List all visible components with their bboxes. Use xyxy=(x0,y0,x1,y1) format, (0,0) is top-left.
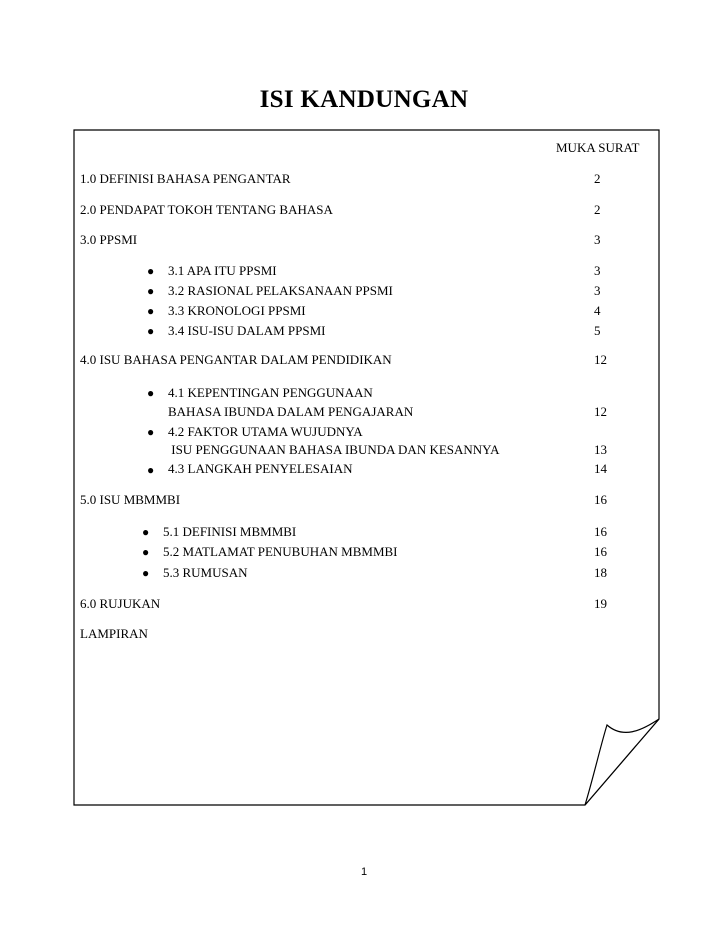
bullet-icon: ● xyxy=(147,284,155,298)
toc-entry-3-0: 3.0 PPSMI xyxy=(80,232,138,247)
toc-page-3-2: 3 xyxy=(594,283,601,298)
toc-page-3-0: 3 xyxy=(594,232,601,247)
muka-surat-header: MUKA SURAT xyxy=(556,140,640,155)
bullet-icon: ● xyxy=(147,463,155,477)
toc-entry-4-2: 4.2 FAKTOR UTAMA WUJUDNYA xyxy=(168,424,363,439)
toc-entry-5-0: 5.0 ISU MBMMBI xyxy=(80,492,181,507)
toc-frame xyxy=(73,129,660,806)
document-title: ISI KANDUNGAN xyxy=(259,86,469,113)
toc-page-2-0: 2 xyxy=(594,202,601,217)
toc-entry-3-1: 3.1 APA ITU PPSMI xyxy=(168,263,277,278)
toc-entry-4-1: 4.1 KEPENTINGAN PENGGUNAAN xyxy=(168,385,373,400)
toc-entry-4-2-cont: ISU PENGGUNAAN BAHASA IBUNDA DAN KESANNYA xyxy=(168,442,500,457)
toc-entry-1-0: 1.0 DEFINISI BAHASA PENGANTAR xyxy=(80,171,291,186)
bullet-icon: ● xyxy=(147,304,155,318)
toc-entry-5-2: 5.2 MATLAMAT PENUBUHAN MBMMBI xyxy=(163,544,398,559)
toc-entry-5-1: 5.1 DEFINISI MBMMBI xyxy=(163,524,297,539)
bullet-icon: ● xyxy=(147,264,155,278)
toc-page-1-0: 2 xyxy=(594,171,601,186)
toc-page-5-0: 16 xyxy=(594,492,607,507)
toc-entry-6-0: 6.0 RUJUKAN xyxy=(80,596,161,611)
toc-page-4-1: 12 xyxy=(594,404,607,419)
toc-entry-4-1-cont: BAHASA IBUNDA DALAM PENGAJARAN xyxy=(168,404,414,419)
toc-page-5-2: 16 xyxy=(594,544,607,559)
page-number: 1 xyxy=(360,866,368,878)
bullet-icon: ● xyxy=(147,386,155,400)
toc-page-3-4: 5 xyxy=(594,323,601,338)
toc-entry-2-0: 2.0 PENDAPAT TOKOH TENTANG BAHASA xyxy=(80,202,333,217)
toc-entry-5-3: 5.3 RUMUSAN xyxy=(163,565,248,580)
bullet-icon: ● xyxy=(147,425,155,439)
toc-entry-3-4: 3.4 ISU-ISU DALAM PPSMI xyxy=(168,323,326,338)
toc-page-4-2: 13 xyxy=(594,442,607,457)
page-curl-frame xyxy=(73,129,663,809)
toc-page-6-0: 19 xyxy=(594,596,607,611)
toc-page-3-1: 3 xyxy=(594,263,601,278)
bullet-icon: ● xyxy=(142,545,150,559)
bullet-icon: ● xyxy=(142,525,150,539)
toc-entry-4-0: 4.0 ISU BAHASA PENGANTAR DALAM PENDIDIKAN xyxy=(80,352,392,367)
toc-page-5-1: 16 xyxy=(594,524,607,539)
toc-entry-3-3: 3.3 KRONOLOGI PPSMI xyxy=(168,303,306,318)
toc-page-4-0: 12 xyxy=(594,352,607,367)
toc-page-4-3: 14 xyxy=(594,461,607,476)
bullet-icon: ● xyxy=(142,566,150,580)
bullet-icon: ● xyxy=(147,324,155,338)
toc-entry-4-3: 4.3 LANGKAH PENYELESAIAN xyxy=(168,461,353,476)
toc-entry-lampiran: LAMPIRAN xyxy=(80,626,148,641)
toc-page-3-3: 4 xyxy=(594,303,601,318)
toc-page-5-3: 18 xyxy=(594,565,607,580)
toc-entry-3-2: 3.2 RASIONAL PELAKSANAAN PPSMI xyxy=(168,283,393,298)
